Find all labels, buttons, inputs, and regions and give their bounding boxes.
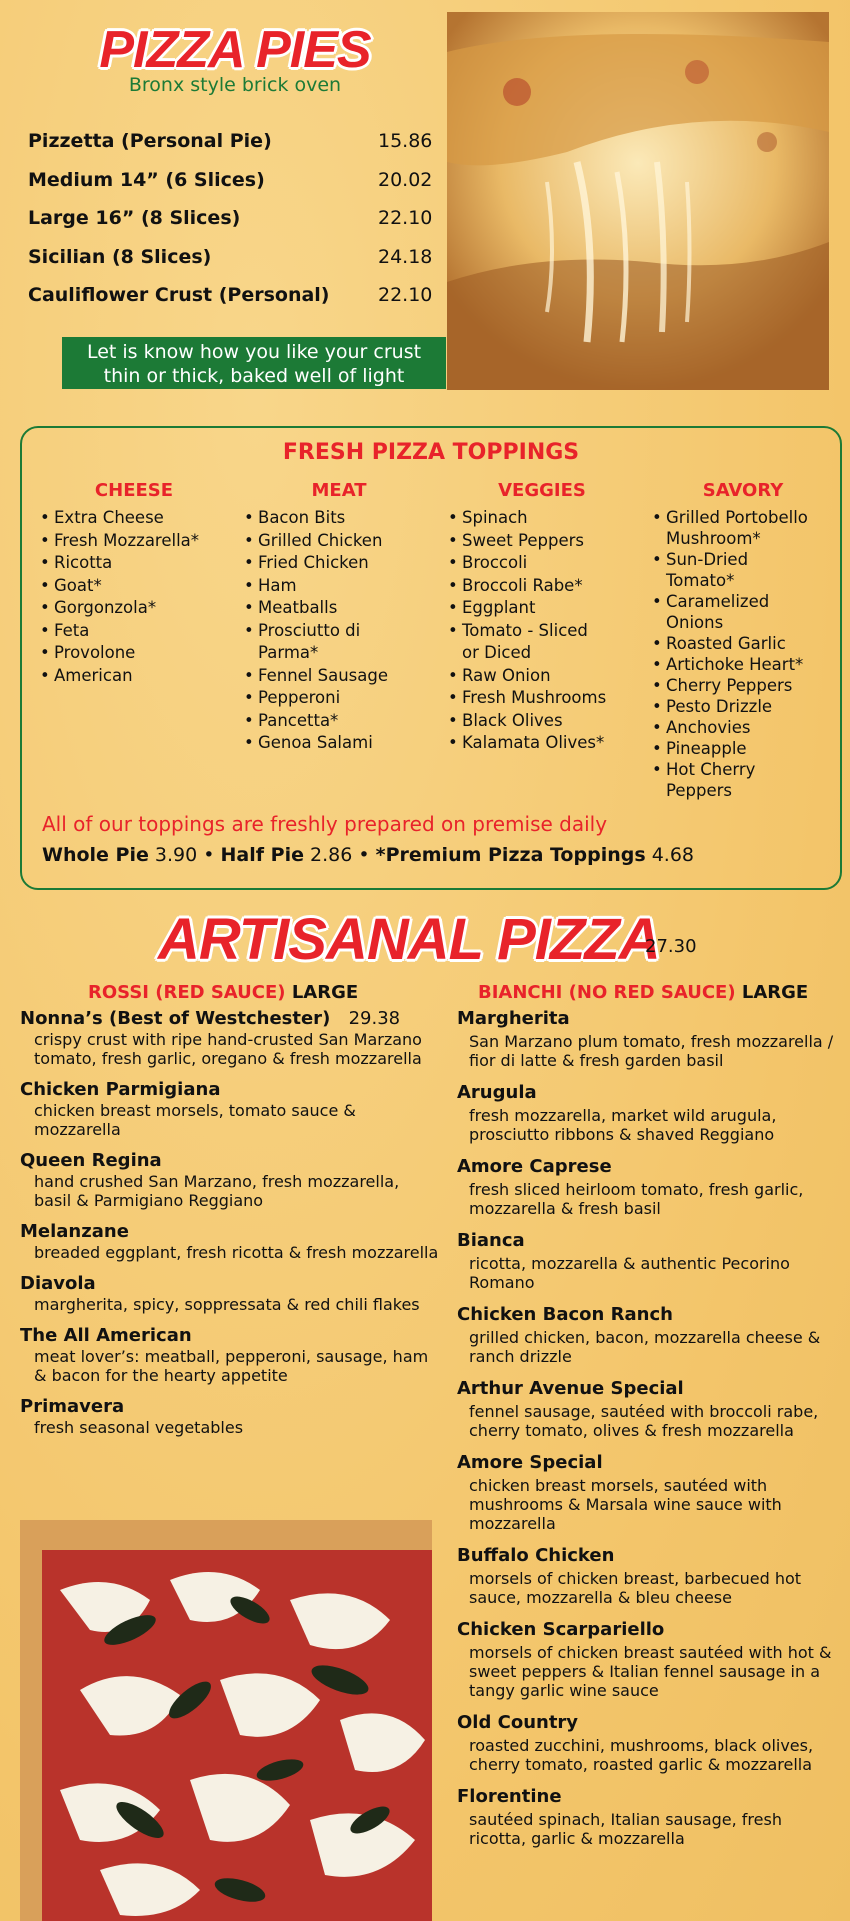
pie-price: 20.02: [378, 168, 433, 191]
topping-item: • Sun-Dried Tomato*: [652, 549, 762, 591]
topping-list: [448, 507, 636, 755]
pizza-description: fresh mozzarella, market wild arugula, prosciutto ribbons & shaved Reggiano: [469, 1106, 777, 1144]
pizza-item: [20, 1273, 440, 1314]
pizza-name-row: [20, 1008, 440, 1030]
pizza-pies-section: [0, 0, 850, 400]
topping-item: • Genoa Salami: [244, 732, 434, 755]
premium-label: *Premium Pizza Toppings: [375, 844, 646, 866]
topping-item: • Pineapple: [652, 738, 834, 759]
topping-item: • Anchovies: [652, 717, 834, 738]
half-pie-label: Half Pie: [220, 844, 304, 866]
margherita-pizza-photo: [20, 1520, 432, 1921]
topping-item: • Raw Onion: [448, 665, 636, 688]
pizza-name: Amore Caprese: [457, 1156, 612, 1177]
rossi-heading: [88, 982, 358, 1003]
topping-item: • Fried Chicken: [244, 552, 434, 575]
pie-name: Cauliflower Crust (Personal): [28, 284, 330, 307]
pizza-item: [20, 1150, 440, 1210]
topping-list: [244, 507, 434, 755]
pizza-name: Florentine: [457, 1786, 562, 1807]
topping-item: • Pepperoni: [244, 687, 434, 710]
pie-row: [28, 122, 438, 161]
topping-item: • Ricotta: [40, 552, 228, 575]
pizza-description: chicken breast morsels, tomato sauce & mozzarella: [34, 1101, 356, 1139]
pizza-description: breaded eggplant, fresh ricotta & fresh mozzarella: [34, 1243, 439, 1262]
pizza-name: Bianca: [457, 1230, 525, 1251]
topping-item: • Fresh Mushrooms: [448, 687, 636, 710]
pizza-description: crispy crust with ripe hand-crusted San Marzano tomato, fresh garlic, oregano & fresh mozzarella: [34, 1030, 422, 1068]
topping-prices: [42, 844, 694, 866]
whole-pie-price: 3.90: [154, 844, 198, 866]
pie-row: [28, 161, 438, 200]
pizza-description: San Marzano plum tomato, fresh mozzarella / fior di latte & fresh garden basil: [469, 1032, 834, 1070]
pizza-description: morsels of chicken breast, barbecued hot sauce, mozzarella & bleu cheese: [469, 1569, 802, 1607]
bianchi-heading-red: BIANCHI (NO RED SAUCE): [478, 982, 736, 1003]
pizza-item: [20, 1325, 440, 1385]
topping-item: • Pancetta*: [244, 710, 434, 733]
topping-item: • Roasted Garlic: [652, 633, 834, 654]
crust-note-line-1: Let is know how you like your crust: [86, 341, 422, 363]
toppings-title: FRESH PIZZA TOPPINGS: [282, 440, 580, 465]
pie-price: 15.86: [378, 130, 433, 153]
pie-name: Medium 14” (6 Slices): [28, 168, 265, 191]
pizza-item: [457, 1230, 842, 1292]
pizza-description: grilled chicken, bacon, mozzarella cheese & ranch drizzle: [469, 1328, 821, 1366]
pie-row: [28, 199, 438, 238]
pie-price: 22.10: [378, 284, 433, 307]
pizza-description: morsels of chicken breast sautéed with hot & sweet peppers & Italian fennel sausage in a tangy garlic wine sauce: [469, 1643, 832, 1700]
pizza-name: Melanzane: [20, 1221, 129, 1242]
rossi-heading-red: ROSSI (RED SAUCE): [88, 982, 286, 1003]
toppings-box: [20, 426, 842, 890]
bullet-separator: •: [203, 844, 221, 866]
artisanal-title: ARTISANAL PIZZA: [158, 907, 660, 972]
pizza-item: [457, 1545, 842, 1607]
category-heading: SAVORY: [702, 480, 784, 501]
pizza-description: hand crushed San Marzano, fresh mozzarella, basil & Parmigiano Reggiano: [34, 1172, 400, 1210]
topping-item: • Eggplant: [448, 597, 636, 620]
pizza-name: Diavola: [20, 1273, 96, 1294]
topping-category-savory: [652, 480, 834, 801]
pizza-item: [20, 1079, 440, 1139]
topping-category-veggies: [448, 480, 636, 755]
topping-category-cheese: [40, 480, 228, 687]
bianchi-heading: [478, 982, 808, 1003]
whole-pie-label: Whole Pie: [42, 844, 149, 866]
topping-item: • Gorgonzola*: [40, 597, 228, 620]
topping-category-meat: [244, 480, 434, 755]
topping-item: • Provolone: [40, 642, 228, 665]
pizza-pies-title: PIZZA PIES: [99, 21, 371, 79]
pizza-description: fennel sausage, sautéed with broccoli rabe, cherry tomato, olives & fresh mozzarella: [469, 1402, 819, 1440]
bianchi-heading-size: LARGE: [741, 982, 809, 1003]
topping-item: • Grilled Portobello Mushroom*: [652, 507, 834, 549]
pizza-description: fresh sliced heirloom tomato, fresh garlic, mozzarella & fresh basil: [469, 1180, 804, 1218]
pizza-name: Margherita: [457, 1008, 570, 1029]
pizza-description: margherita, spicy, soppressata & red chili flakes: [34, 1295, 420, 1314]
topping-item: • Fennel Sausage: [244, 665, 434, 688]
pizza-item: [457, 1786, 842, 1848]
category-heading: CHEESE: [94, 480, 174, 501]
topping-list: [652, 507, 834, 801]
crust-note-line-2: thin or thick, baked well of light: [103, 365, 405, 387]
topping-item: • Goat*: [40, 575, 228, 598]
pizza-description: sautéed spinach, Italian sausage, fresh ricotta, garlic & mozzarella: [469, 1810, 782, 1848]
category-heading: VEGGIES: [498, 480, 586, 501]
topping-item: • Prosciutto di Parma*: [244, 620, 384, 665]
topping-item: • Artichoke Heart*: [652, 654, 834, 675]
pizza-name: Amore Special: [457, 1452, 603, 1473]
pizza-item: [457, 1712, 842, 1774]
rossi-heading-size: LARGE: [291, 982, 359, 1003]
pizza-pies-subtitle: Bronx style brick oven: [128, 74, 342, 96]
pie-row: [28, 238, 438, 277]
pie-price-list: [28, 122, 438, 315]
pizza-item: [457, 1008, 842, 1070]
topping-item: • Broccoli: [448, 552, 636, 575]
pizza-name: The All American: [20, 1325, 192, 1346]
topping-item: • Meatballs: [244, 597, 434, 620]
topping-item: • Spinach: [448, 507, 636, 530]
bianchi-pizza-list: [457, 1008, 842, 1860]
topping-item: • Grilled Chicken: [244, 530, 434, 553]
pizza-name: Nonna’s (Best of Westchester): [20, 1008, 331, 1029]
artisanal-price: 27.30: [645, 936, 697, 957]
pizza-name: Chicken Scarpariello: [457, 1619, 665, 1640]
topping-item: • Extra Cheese: [40, 507, 228, 530]
pie-price: 24.18: [378, 245, 433, 268]
pizza-name: Queen Regina: [20, 1150, 162, 1171]
pizza-description: chicken breast morsels, sautéed with mushrooms & Marsala wine sauce with mozzarella: [469, 1476, 782, 1533]
pizza-description: roasted zucchini, mushrooms, black olives, cherry tomato, roasted garlic & mozzarella: [469, 1736, 814, 1774]
pizza-item: [20, 1008, 440, 1068]
topping-item: • Pesto Drizzle: [652, 696, 834, 717]
topping-item: • Sweet Peppers: [448, 530, 636, 553]
topping-item: • Broccoli Rabe*: [448, 575, 636, 598]
pizza-pies-title-block: [90, 22, 380, 96]
pizza-slice-illustration: [447, 12, 829, 390]
pizza-item: [457, 1156, 842, 1218]
pizza-name: Primavera: [20, 1396, 125, 1417]
topping-item: • Feta: [40, 620, 228, 643]
topping-item: • Cherry Peppers: [652, 675, 834, 696]
pie-name: Pizzetta (Personal Pie): [28, 130, 272, 153]
topping-item: • Ham: [244, 575, 434, 598]
bullet-separator: •: [358, 844, 376, 866]
topping-item: • Black Olives: [448, 710, 636, 733]
pizza-description: fresh seasonal vegetables: [34, 1418, 244, 1437]
pizza-description: meat lover’s: meatball, pepperoni, sausage, ham & bacon for the hearty appetite: [34, 1347, 429, 1385]
pizza-name: Buffalo Chicken: [457, 1545, 615, 1566]
topping-item: • Tomato - Sliced or Diced: [448, 620, 608, 665]
pie-row: [28, 276, 438, 315]
pizza-price: 29.38: [348, 1008, 401, 1029]
pizza-name: Chicken Bacon Ranch: [457, 1304, 673, 1325]
pizza-name: Chicken Parmigiana: [20, 1079, 221, 1100]
pizza-item: [457, 1304, 842, 1366]
margherita-illustration: [20, 1520, 432, 1921]
freshness-note: All of our toppings are freshly prepared on premise daily: [42, 812, 608, 836]
topping-item: • American: [40, 665, 228, 688]
pizza-name: Arthur Avenue Special: [457, 1378, 684, 1399]
pizza-item: [457, 1378, 842, 1440]
topping-item: • Hot Cherry Peppers: [652, 759, 782, 801]
pizza-item: [20, 1396, 440, 1437]
topping-item: • Kalamata Olives*: [448, 732, 636, 755]
pizza-item: [457, 1082, 842, 1144]
pizza-name: Arugula: [457, 1082, 537, 1103]
topping-item: • Bacon Bits: [244, 507, 434, 530]
category-heading: MEAT: [311, 480, 367, 501]
pizza-item: [20, 1221, 440, 1262]
pizza-item: [457, 1452, 842, 1533]
pizza-item: [457, 1619, 842, 1700]
premium-price: 4.68: [651, 844, 694, 866]
topping-item: • Fresh Mozzarella*: [40, 530, 228, 553]
pizza-name: Old Country: [457, 1712, 579, 1733]
half-pie-price: 2.86: [310, 844, 353, 866]
pie-name: Sicilian (8 Slices): [28, 245, 212, 268]
pizza-slice-photo: [447, 12, 829, 390]
topping-item: • Caramelized Onions: [652, 591, 782, 633]
crust-note-box: [62, 337, 446, 389]
topping-list: [40, 507, 228, 687]
pie-name: Large 16” (8 Slices): [28, 207, 241, 230]
pie-price: 22.10: [378, 207, 433, 230]
rossi-pizza-list: [20, 1008, 440, 1448]
pizza-description: ricotta, mozzarella & authentic Pecorino Romano: [469, 1254, 790, 1292]
